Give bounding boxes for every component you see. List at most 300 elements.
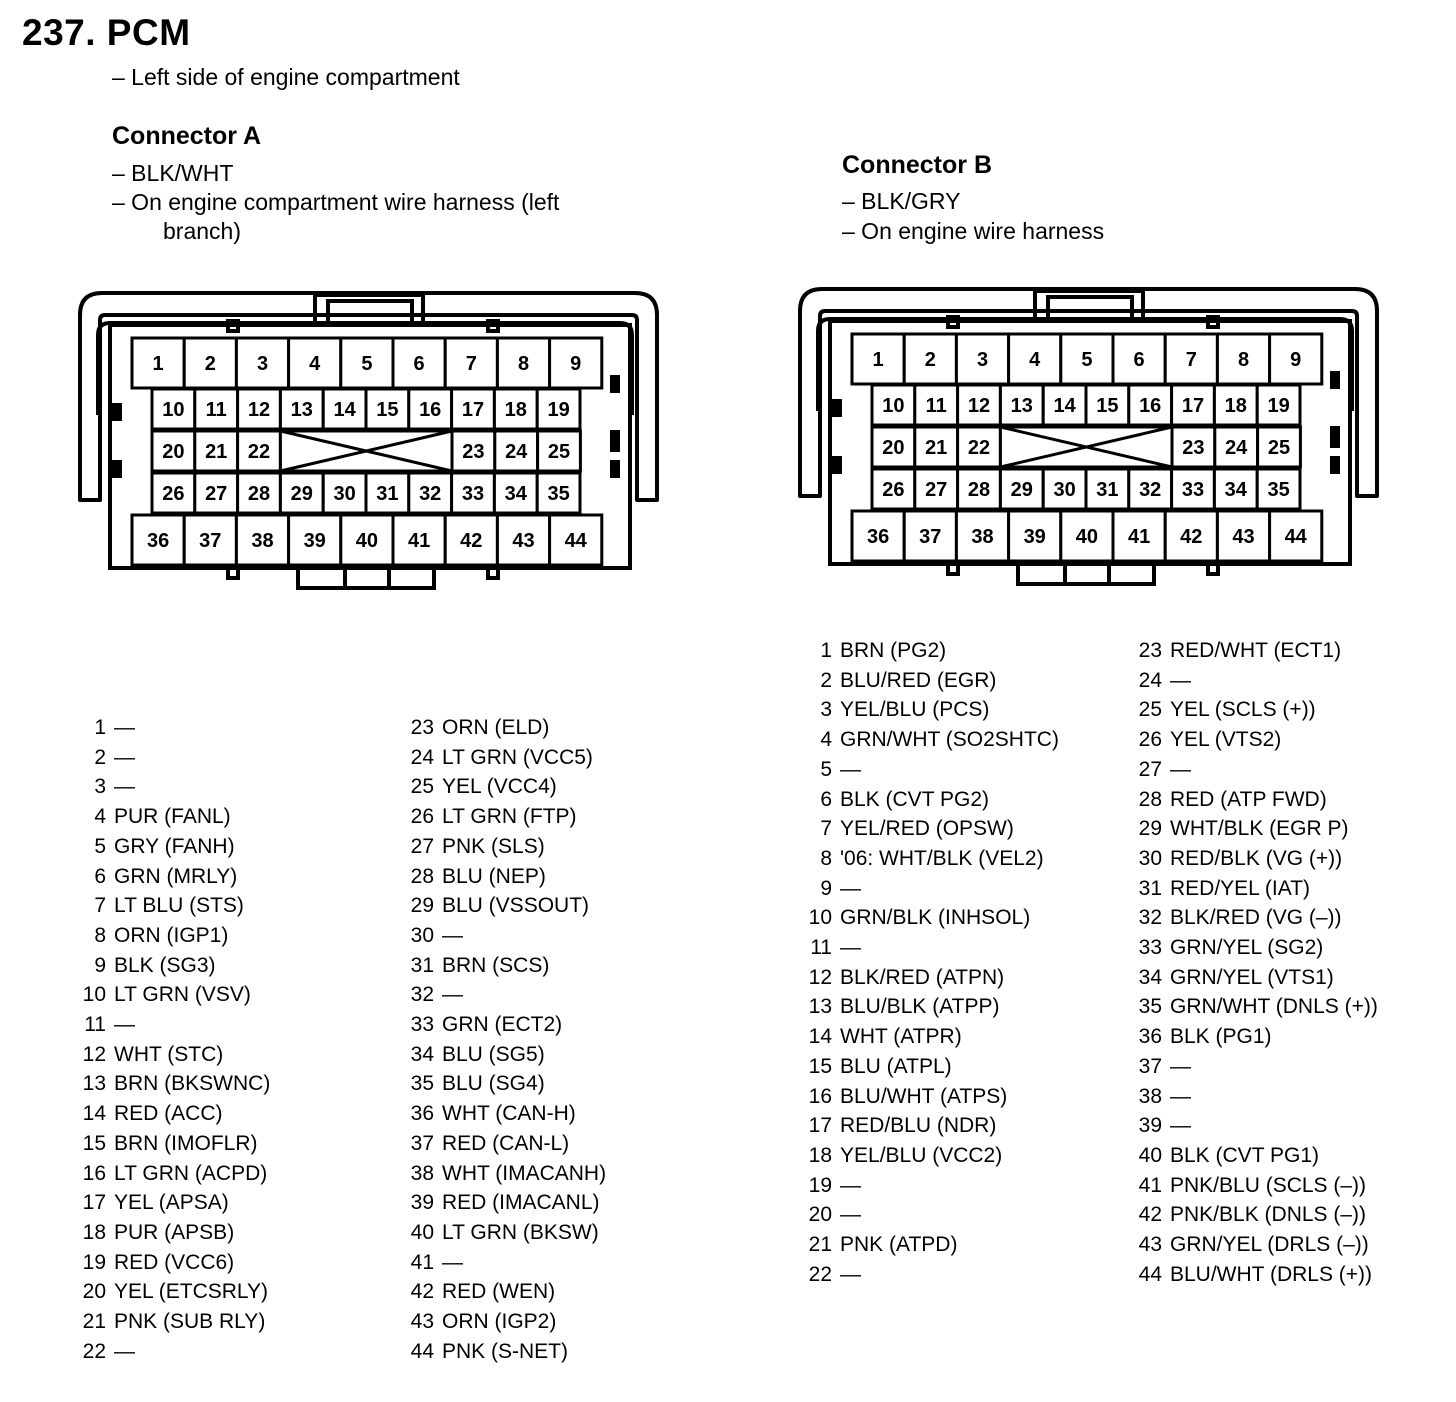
- conn-b-cavity-label: 41: [1127, 526, 1151, 548]
- conn-a-pin-wire: RED (CAN-L): [442, 1131, 570, 1155]
- conn-a-pin-row: [400, 833, 545, 861]
- conn-b-pin-wire: WHT (ATPR): [840, 1025, 962, 1049]
- conn-b-pin-number: 6: [820, 787, 832, 811]
- conn-a-cavity-label: 27: [205, 483, 228, 505]
- conn-b-pin-row: [1128, 1231, 1369, 1259]
- conn-b-cavity-label: 16: [1139, 395, 1162, 417]
- conn-a-pin-row: [400, 1338, 568, 1366]
- conn-b-cavity-8: [1217, 334, 1269, 384]
- connector-a-harness-cont: branch): [163, 218, 241, 244]
- conn-a-pin-row: [400, 1130, 569, 1158]
- conn-a-cavity-label: 33: [461, 483, 485, 505]
- conn-b-pin-number: 20: [808, 1203, 832, 1227]
- conn-b-cavity-31: [1086, 469, 1129, 509]
- conn-b-cavity-label: 32: [1139, 479, 1162, 501]
- conn-b-pin-row: [798, 1172, 861, 1200]
- conn-b-cavity-label: 31: [1096, 479, 1119, 501]
- conn-b-pin-number: 36: [1138, 1025, 1162, 1049]
- conn-b-cavity-label: 12: [967, 395, 991, 417]
- conn-b-pin-number: 5: [820, 757, 832, 781]
- conn-a-pin-number: 22: [82, 1339, 106, 1363]
- conn-b-pin-wire: GRN/YEL (DRLS (–)): [1170, 1233, 1369, 1256]
- conn-b-pin-row: [798, 815, 1014, 843]
- conn-b-pin-row: [798, 696, 989, 724]
- conn-b-pin-wire: —: [840, 1203, 861, 1227]
- conn-b-pin-row: [1128, 1053, 1191, 1081]
- conn-a-pin-wire: LT GRN (ACPD): [114, 1161, 268, 1185]
- conn-b-cavity-18: [1214, 385, 1257, 425]
- conn-b-cavity-36: [852, 511, 904, 561]
- conn-a-pin-number: 37: [410, 1131, 434, 1155]
- conn-b-pin-number: 42: [1138, 1203, 1162, 1227]
- conn-b-pin-number: 12: [808, 965, 832, 989]
- conn-a-pin-wire: LT GRN (BKSW): [442, 1220, 599, 1244]
- conn-b-cavity-label: 33: [1181, 479, 1205, 501]
- conn-a-pin-wire: —: [442, 983, 463, 1007]
- conn-b-pin-wire: GRN/WHT (SO2SHTC): [840, 728, 1059, 752]
- conn-b-side-nub: [832, 399, 842, 417]
- conn-a-pin-row: [72, 1338, 135, 1366]
- conn-a-cavity-label: 11: [205, 399, 227, 421]
- conn-a-pin-wire: PNK (SUB RLY): [114, 1310, 266, 1333]
- conn-a-pin-wire: RED (VCC6): [114, 1250, 235, 1274]
- conn-a-pin-row: [72, 863, 237, 891]
- conn-a-cavity-35: [537, 473, 580, 513]
- conn-a-cavity-label: 22: [247, 441, 271, 463]
- conn-b-pin-row: [1128, 993, 1378, 1021]
- conn-b-cavity-3: [956, 334, 1008, 384]
- conn-a-pin-number: 39: [410, 1191, 434, 1215]
- conn-b-pin-wire: —: [1170, 1054, 1191, 1078]
- conn-b-side-nub: [1330, 371, 1340, 389]
- conn-a-cavity-label: 43: [512, 530, 535, 552]
- conn-a-pin-row: [72, 1278, 268, 1306]
- conn-b-pin-row: [798, 1231, 957, 1259]
- conn-b-pin-number: 37: [1138, 1054, 1162, 1078]
- conn-a-cavity-label: 34: [504, 483, 527, 505]
- conn-a-pin-number: 1: [94, 716, 106, 739]
- conn-b-pin-row: [798, 1201, 861, 1229]
- conn-b-pin-number: 19: [808, 1173, 832, 1197]
- conn-a-pin-wire: BLU (NEP): [442, 864, 546, 888]
- conn-a-cavity-7: [445, 338, 497, 388]
- conn-b-side-nub: [1330, 456, 1340, 474]
- connector-b-title: Connector B: [842, 151, 992, 179]
- conn-b-cavity-35: [1257, 469, 1300, 509]
- conn-a-cavity-label: 14: [333, 399, 356, 421]
- conn-a-cavity-19: [537, 389, 580, 429]
- conn-a-pin-number: 4: [94, 805, 106, 829]
- conn-a-pin-wire: PNK (SLS): [442, 834, 545, 858]
- conn-b-cavity-26: [872, 469, 915, 509]
- conn-b-cavity-label: 42: [1180, 526, 1203, 548]
- conn-a-cavity-2: [184, 338, 236, 388]
- conn-a-pin-number: 3: [94, 775, 106, 799]
- conn-b-pin-wire: GRN/WHT (DNLS (+)): [1170, 995, 1378, 1019]
- conn-b-cavity-5: [1061, 334, 1113, 384]
- conn-a-cavity-10: [152, 389, 195, 429]
- conn-b-pin-row: [798, 1142, 1002, 1170]
- conn-b-cavity-22: [958, 427, 1001, 467]
- conn-a-cavity-13: [280, 389, 323, 429]
- conn-a-cavity-36: [132, 515, 184, 565]
- conn-a-pin-row: [400, 803, 577, 831]
- conn-b-cavity-label: 2: [924, 349, 936, 371]
- conn-a-cavity-label: 7: [465, 353, 477, 375]
- conn-b-pin-number: 15: [808, 1054, 832, 1078]
- conn-b-blank-region: [1000, 427, 1172, 467]
- conn-b-cavity-16: [1129, 385, 1172, 425]
- conn-b-pin-number: 18: [808, 1143, 832, 1167]
- conn-b-pin-wire: BLK (CVT PG1): [1170, 1143, 1319, 1167]
- conn-b-pin-number: 38: [1138, 1084, 1162, 1108]
- conn-b-pin-number: 44: [1138, 1262, 1162, 1286]
- conn-a-cavity-label: 32: [419, 483, 442, 505]
- conn-b-cavity-41: [1113, 511, 1165, 561]
- conn-b-cavity-14: [1043, 385, 1086, 425]
- conn-b-cavity-label: 25: [1267, 437, 1291, 459]
- conn-b-pin-row: [1128, 1023, 1272, 1051]
- conn-a-pin-number: 42: [410, 1280, 434, 1304]
- conn-b-pin-row: [1128, 786, 1327, 814]
- conn-a-pin-number: 14: [82, 1102, 106, 1126]
- conn-a-pin-wire: YEL (ETCSRLY): [114, 1280, 269, 1304]
- conn-b-pin-number: 13: [808, 995, 832, 1019]
- conn-b-cavity-label: 9: [1290, 349, 1302, 371]
- conn-a-pin-wire: ORN (ELD): [442, 716, 550, 739]
- conn-b-pin-wire: '06: WHT/BLK (VEL2): [840, 846, 1044, 870]
- conn-a-pin-number: 34: [410, 1042, 434, 1066]
- conn-a-cavity-16: [409, 389, 452, 429]
- conn-a-cavity-label: 25: [547, 441, 571, 463]
- conn-a-pin-row: [72, 1130, 258, 1158]
- conn-b-pin-row: [1128, 637, 1341, 665]
- conn-a-pin-row: [72, 1189, 229, 1217]
- conn-a-cavity-label: 31: [376, 483, 399, 505]
- conn-a-cavity-label: 29: [290, 483, 313, 505]
- conn-a-pin-row: [400, 892, 589, 920]
- conn-a-pin-number: 32: [410, 983, 434, 1007]
- conn-b-pin-wire: —: [840, 876, 861, 900]
- conn-a-cavity-label: 19: [547, 399, 570, 421]
- conn-b-pin-number: 2: [820, 668, 832, 692]
- conn-a-pin-number: 35: [410, 1072, 434, 1096]
- connector-b-diagram: [790, 281, 1390, 601]
- conn-b-cavity-label: 38: [971, 526, 994, 548]
- conn-b-pin-wire: —: [840, 1173, 861, 1197]
- conn-b-pin-row: [1128, 696, 1316, 724]
- conn-a-pin-wire: WHT (IMACANH): [442, 1161, 607, 1185]
- component-location: – Left side of engine compartment: [112, 64, 460, 90]
- conn-a-side-nub: [610, 375, 620, 393]
- conn-a-pin-number: 11: [84, 1013, 106, 1036]
- conn-b-cavity-1: [852, 334, 904, 384]
- conn-a-cavity-24: [495, 431, 538, 471]
- conn-a-pin-row: [400, 1189, 600, 1217]
- conn-b-pin-wire: PNK/BLU (SCLS (–)): [1170, 1173, 1367, 1197]
- conn-b-cavity-6: [1113, 334, 1165, 384]
- conn-b-pin-row: [1128, 667, 1191, 695]
- conn-a-pin-row: [400, 981, 463, 1009]
- conn-a-pin-row: [72, 952, 216, 980]
- conn-a-pin-number: 41: [410, 1250, 434, 1274]
- conn-b-cavity-label: 18: [1224, 395, 1247, 417]
- conn-a-cavity-label: 1: [152, 353, 164, 375]
- conn-b-cavity-39: [1009, 511, 1061, 561]
- conn-a-pin-row: [72, 1011, 135, 1039]
- conn-a-pin-row: [72, 803, 231, 831]
- conn-a-cavity-8: [497, 338, 549, 388]
- conn-a-pin-row: [400, 773, 557, 801]
- conn-b-cavity-33: [1172, 469, 1215, 509]
- conn-b-pin-number: 26: [1138, 728, 1162, 752]
- conn-b-pin-row: [798, 1083, 1007, 1111]
- conn-b-pin-number: 4: [820, 728, 832, 752]
- conn-a-cavity-14: [323, 389, 366, 429]
- conn-b-pin-number: 10: [808, 906, 832, 930]
- conn-b-cavity-label: 36: [866, 526, 890, 548]
- conn-b-cavity-9: [1270, 334, 1322, 384]
- conn-b-pin-row: [798, 845, 1044, 873]
- conn-a-pin-row: [400, 1278, 555, 1306]
- conn-a-cavity-4: [289, 338, 341, 388]
- conn-b-cavity-11: [915, 385, 958, 425]
- conn-b-pin-row: [798, 1112, 996, 1140]
- conn-a-cavity-label: 12: [247, 399, 271, 421]
- conn-b-pin-number: 16: [808, 1084, 832, 1108]
- conn-b-cavity-label: 28: [967, 479, 991, 501]
- conn-b-cavity-label: 19: [1267, 395, 1290, 417]
- connector-b-color: – BLK/GRY: [842, 188, 961, 214]
- conn-b-cavity-4: [1009, 334, 1061, 384]
- conn-a-cavity-label: 18: [504, 399, 527, 421]
- conn-b-pin-wire: BLK (PG1): [1170, 1025, 1272, 1049]
- conn-b-pin-wire: —: [1170, 668, 1191, 692]
- conn-a-pin-wire: —: [114, 775, 135, 799]
- conn-b-pin-wire: BLK/RED (VG (–)): [1170, 906, 1342, 930]
- conn-a-side-nub: [610, 430, 620, 452]
- conn-a-pin-number: 18: [82, 1220, 106, 1244]
- conn-b-cavity-12: [958, 385, 1001, 425]
- conn-b-cavity-40: [1061, 511, 1113, 561]
- conn-b-cavity-label: 3: [976, 349, 989, 371]
- conn-a-pin-row: [400, 863, 546, 891]
- conn-a-cavity-label: 16: [419, 399, 442, 421]
- conn-a-pin-row: [72, 981, 251, 1009]
- conn-a-pin-row: [400, 1219, 599, 1247]
- conn-b-pin-number: 30: [1138, 846, 1162, 870]
- conn-b-cavity-25: [1258, 427, 1301, 467]
- conn-a-pin-wire: BRN (IMOFLR): [114, 1131, 258, 1155]
- conn-a-pin-row: [400, 1160, 606, 1188]
- conn-b-pin-wire: —: [1170, 1114, 1191, 1138]
- conn-a-pin-wire: BLU (SG5): [442, 1042, 545, 1066]
- conn-b-cavity-label: 10: [882, 395, 905, 417]
- conn-b-pin-number: 1: [820, 639, 832, 662]
- conn-b-pin-number: 31: [1138, 876, 1162, 900]
- conn-a-pin-row: [400, 1070, 545, 1098]
- page-title: 237. PCM: [22, 12, 191, 53]
- connector-a-diagram: [70, 285, 670, 605]
- conn-b-pin-wire: RED/WHT (ECT1): [1170, 639, 1342, 662]
- conn-b-pin-number: 9: [820, 876, 832, 900]
- conn-a-pin-row: [400, 714, 549, 742]
- conn-a-pin-number: 38: [410, 1161, 434, 1185]
- conn-b-pin-number: 3: [820, 698, 832, 722]
- conn-a-pin-number: 23: [410, 716, 434, 739]
- conn-a-pin-number: 40: [410, 1220, 434, 1244]
- conn-a-pin-number: 43: [410, 1310, 434, 1333]
- conn-a-pin-wire: PNK (S-NET): [442, 1339, 568, 1363]
- conn-b-pin-row: [1128, 1112, 1191, 1140]
- conn-a-pin-wire: GRN (MRLY): [114, 864, 238, 888]
- conn-a-cavity-label: 41: [407, 530, 431, 552]
- conn-a-cavity-9: [550, 338, 602, 388]
- conn-b-cavity-24: [1215, 427, 1258, 467]
- conn-a-pin-wire: RED (IMACANL): [442, 1191, 600, 1215]
- conn-a-pin-wire: YEL (VCC4): [442, 775, 557, 799]
- conn-a-pin-wire: —: [114, 745, 135, 769]
- conn-b-pin-row: [1128, 756, 1191, 784]
- conn-b-cavity-43: [1217, 511, 1269, 561]
- conn-b-pin-row: [798, 875, 861, 903]
- conn-b-pin-number: 33: [1138, 936, 1162, 959]
- conn-b-cavity-label: 13: [1010, 395, 1033, 417]
- conn-b-pin-number: 17: [808, 1114, 832, 1138]
- conn-a-cavity-label: 28: [247, 483, 271, 505]
- conn-a-pin-row: [400, 1308, 556, 1336]
- conn-a-pin-wire: —: [442, 1250, 463, 1274]
- conn-a-cavity-12: [238, 389, 281, 429]
- conn-a-cavity-21: [195, 431, 238, 471]
- conn-a-pin-number: 25: [410, 775, 434, 799]
- conn-b-cavity-label: 20: [882, 437, 905, 459]
- conn-b-pin-number: 25: [1138, 698, 1162, 722]
- conn-a-cavity-label: 36: [146, 530, 170, 552]
- conn-a-pin-number: 20: [82, 1280, 106, 1304]
- conn-a-cavity-15: [366, 389, 409, 429]
- conn-b-pin-number: 27: [1138, 757, 1162, 781]
- conn-a-cavity-label: 39: [303, 530, 326, 552]
- conn-b-pin-wire: YEL/BLU (PCS): [840, 698, 990, 722]
- conn-a-cavity-17: [452, 389, 495, 429]
- conn-b-pin-wire: BLU/BLK (ATPP): [840, 995, 1000, 1019]
- conn-b-cavity-label: 37: [919, 526, 942, 548]
- conn-b-cavity-label: 15: [1096, 395, 1119, 417]
- conn-a-pin-wire: —: [114, 716, 135, 739]
- conn-b-cavity-label: 44: [1284, 526, 1307, 548]
- conn-a-pin-row: [72, 773, 135, 801]
- conn-b-pin-number: 28: [1138, 787, 1162, 811]
- conn-b-pin-wire: —: [840, 936, 861, 959]
- conn-a-cavity-11: [195, 389, 238, 429]
- conn-b-cavity-37: [904, 511, 956, 561]
- conn-a-cavity-label: 42: [460, 530, 483, 552]
- conn-b-cavity-label: 6: [1133, 349, 1145, 371]
- conn-b-pin-number: 29: [1138, 817, 1162, 841]
- conn-a-pin-number: 19: [82, 1250, 106, 1274]
- conn-a-cavity-label: 9: [570, 353, 582, 375]
- conn-b-pin-row: [798, 1053, 952, 1081]
- conn-b-cavity-28: [958, 469, 1001, 509]
- conn-a-cavity-39: [289, 515, 341, 565]
- conn-b-pin-wire: —: [1170, 757, 1191, 781]
- conn-a-cavity-label: 5: [361, 353, 373, 375]
- conn-b-cavity-label: 39: [1023, 526, 1046, 548]
- conn-a-cavity-29: [280, 473, 323, 513]
- conn-b-cavity-38: [956, 511, 1008, 561]
- conn-a-cavity-41: [393, 515, 445, 565]
- conn-b-cavity-label: 35: [1267, 479, 1290, 501]
- conn-a-pin-wire: GRY (FANH): [114, 834, 235, 858]
- conn-b-cavity-label: 43: [1232, 526, 1255, 548]
- conn-a-cavity-label: 37: [199, 530, 222, 552]
- conn-a-cavity-34: [494, 473, 537, 513]
- conn-b-pin-wire: YEL (SCLS (+)): [1170, 698, 1316, 722]
- conn-b-pin-wire: GRN/BLK (INHSOL): [840, 906, 1031, 930]
- conn-a-pin-wire: WHT (CAN-H): [442, 1102, 576, 1126]
- conn-a-pin-number: 28: [410, 864, 434, 888]
- conn-a-pin-number: 8: [94, 923, 106, 947]
- conn-a-pin-row: [72, 1219, 234, 1247]
- conn-b-cavity-label: 26: [882, 479, 905, 501]
- conn-b-pin-row: [1128, 726, 1281, 754]
- conn-a-pin-number: 24: [410, 745, 434, 769]
- conn-b-cavity-label: 14: [1053, 395, 1076, 417]
- conn-b-cavity-label: 23: [1182, 437, 1205, 459]
- conn-a-pin-row: [400, 922, 463, 950]
- conn-a-cavity-42: [445, 515, 497, 565]
- conn-b-pin-number: 41: [1138, 1173, 1162, 1197]
- conn-a-cavity-31: [366, 473, 409, 513]
- conn-b-pin-number: 22: [808, 1262, 832, 1286]
- conn-b-pin-row: [798, 786, 989, 814]
- conn-a-cavity-label: 8: [517, 353, 530, 375]
- conn-a-pin-row: [72, 922, 228, 950]
- conn-b-cavity-2: [904, 334, 956, 384]
- conn-b-pin-row: [798, 726, 1059, 754]
- conn-a-pin-row: [400, 1041, 545, 1069]
- conn-b-cavity-23: [1172, 427, 1215, 467]
- conn-a-cavity-25: [538, 431, 581, 471]
- conn-b-pin-wire: BLU/WHT (ATPS): [840, 1084, 1008, 1108]
- conn-b-pin-wire: WHT/BLK (EGR P): [1170, 817, 1349, 841]
- conn-a-cavity-label: 24: [505, 441, 528, 463]
- conn-a-pin-wire: —: [442, 923, 463, 947]
- conn-a-pin-row: [400, 1100, 576, 1128]
- conn-b-pin-row: [798, 964, 1004, 992]
- connector-a-title: Connector A: [112, 122, 262, 150]
- conn-b-pin-number: 8: [820, 846, 832, 870]
- conn-a-side-nub: [610, 460, 620, 478]
- conn-a-cavity-6: [393, 338, 445, 388]
- conn-a-cavity-38: [236, 515, 288, 565]
- conn-a-cavity-23: [452, 431, 495, 471]
- conn-b-pin-number: 23: [1138, 639, 1162, 662]
- conn-a-pin-row: [72, 714, 135, 742]
- conn-b-pin-number: 7: [820, 817, 832, 841]
- conn-b-cavity-label: 8: [1237, 349, 1250, 371]
- conn-a-pin-number: 31: [410, 953, 434, 977]
- conn-a-pin-number: 13: [82, 1072, 106, 1096]
- conn-b-pin-wire: BLK/RED (ATPN): [840, 965, 1005, 989]
- conn-a-cavity-label: 13: [290, 399, 313, 421]
- conn-b-cavity-label: 5: [1081, 349, 1093, 371]
- conn-a-pin-wire: GRN (ECT2): [442, 1013, 563, 1036]
- conn-a-cavity-label: 17: [461, 399, 485, 421]
- conn-a-pin-wire: WHT (STC): [114, 1042, 224, 1066]
- conn-b-pin-wire: PNK (ATPD): [840, 1233, 958, 1256]
